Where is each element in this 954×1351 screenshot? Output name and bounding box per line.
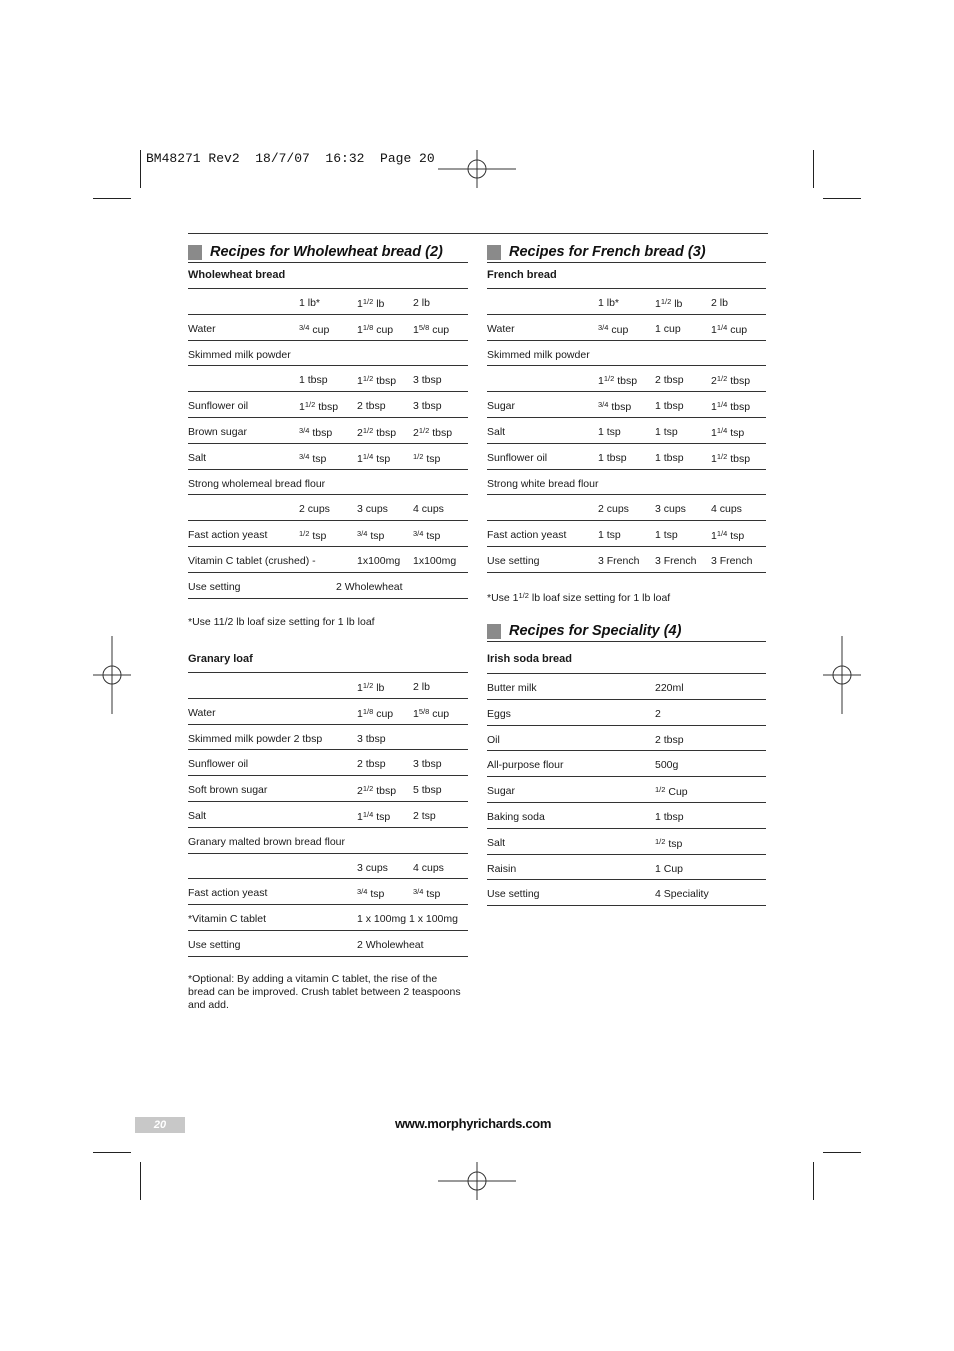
table-row [487,829,766,855]
row-label: Sunflower oil [188,400,249,413]
row-label: Fast action yeast [188,887,268,900]
row-label: Sunflower oil [188,758,249,771]
table-row [487,470,766,496]
wholewheat-section [188,244,468,629]
cell-value: $2^{1/2}$ tbsp [357,425,397,439]
recipe-note: *Optional: By adding a vitamin C tablet, the rise of the bread can be improved. Crush tablet between 2 teaspoons and add. [188,972,461,1011]
table-row [188,315,468,341]
row-label: Salt [188,451,207,464]
cell-value: 2 [655,707,661,720]
row-label: Salt [487,425,506,438]
table-row [487,777,766,803]
table-row [188,905,468,931]
crop-mark [140,1162,141,1200]
cell-value: 2 lb [413,297,430,309]
table-row [487,674,766,700]
row-label: Use setting [487,554,540,567]
crop-mark [140,150,141,188]
row-label: Eggs [487,707,511,720]
table-row [188,470,468,496]
row-label: Oil [487,733,500,746]
recipe-subtitle: Irish soda bread [487,642,766,674]
cell-value: $1^{1/8}$ cup [357,322,394,336]
row-label: Skimmed milk powder [487,348,590,361]
crop-mark [93,198,131,199]
row-label: Butter milk [487,682,537,694]
row-label: Skimmed milk powder 2 tbsp [188,732,323,745]
section-title [487,623,766,642]
cell-value: 2 tbsp [357,400,386,413]
table-row [188,521,468,547]
row-label: Water [487,322,515,335]
cell-value: $1^{1/2}$ lb [655,297,683,310]
table-row [487,392,766,418]
cell-value: 3 French [655,554,697,567]
row-label: Sunflower oil [487,451,548,464]
cell-value: 3 tbsp [413,400,442,413]
row-label: Sugar [487,785,516,798]
table-row [188,495,468,521]
section-title-text: Recipes for Wholewheat bread (2) [210,244,443,260]
row-label: Water [188,706,216,719]
cell-value: $1^{1/2}$ lb [357,681,385,694]
cell-value: $^{3/4}$ tsp [357,887,385,901]
registration-mark-icon [93,636,131,714]
cell-value: $1^{5/8}$ cup [413,706,450,720]
cell-value: $^{3/4}$ tsp [413,529,441,543]
cell-value: 3 French [711,554,753,567]
table-row [487,495,766,521]
print-slug: BM48271 Rev2 18/7/07 16:32 Page 20 [146,151,435,166]
cell-value: 1 tbsp [655,810,684,823]
row-label: Soft brown sugar [188,784,268,797]
table-row [188,547,468,573]
cell-value: $^{3/4}$ tbsp [598,400,632,414]
row-label: Granary malted brown bread flour [188,835,345,848]
row-label: Raisin [487,862,517,875]
table-row [487,418,766,444]
table-row [188,341,468,367]
cell-value: $1^{1/2}$ tbsp [357,374,397,388]
row-label: Baking soda [487,810,545,823]
table-row [188,931,468,957]
cell-value: 2 cups [598,503,629,516]
section-title-text: Recipes for French bread (3) [509,244,706,260]
cell-value: 1 tsp [655,529,678,542]
table-row [487,855,766,881]
cell-value: 4 cups [711,503,742,516]
cell-value: 1 x 100mg 1 x 100mg [357,913,458,926]
recipe-table [188,289,468,599]
table-row [188,444,468,470]
table-row [487,726,766,752]
recipe-table [487,289,766,573]
cell-value: 500g [655,759,679,772]
speciality-section [487,623,766,906]
granary-section [188,647,468,1012]
cell-value: 4 cups [413,861,444,874]
cell-value: 220ml [655,682,684,694]
table-row [188,750,468,776]
cell-value: 3 cups [357,503,388,516]
registration-mark-icon [438,150,516,188]
recipe-subtitle: French bread [487,263,766,289]
cell-value: 2 Wholewheat [336,580,403,593]
recipe-table [487,674,766,906]
cell-value: 2 tbsp [655,374,684,387]
cell-value: $^{3/4}$ cup [299,322,330,336]
cell-value: 2 lb [413,681,430,693]
cell-value: $2^{1/2}$ tbsp [413,425,453,439]
table-header-row [188,673,468,699]
cell-value: $^{3/4}$ tsp [299,451,327,465]
cell-value: $1^{1/4}$ tsp [357,809,391,823]
cell-value: $1^{1/4}$ cup [711,322,748,336]
cell-value: $1^{5/8}$ cup [413,322,450,336]
table-row [188,828,468,854]
table-row [487,315,766,341]
crop-mark [813,1162,814,1200]
table-row [188,776,468,802]
table-row [487,547,766,573]
row-label: Use setting [487,888,540,901]
row-label: Strong wholemeal bread flour [188,477,326,490]
crop-mark [813,150,814,188]
table-header-row [188,289,468,315]
table-row [188,366,468,392]
row-label: *Vitamin C tablet [188,913,267,926]
cell-value: 1 lb* [598,297,620,309]
cell-value: $1^{1/2}$ lb [357,297,385,310]
cell-value: 4 cups [413,503,444,516]
cell-value: 1 Cup [655,862,684,875]
table-row [188,854,468,880]
cell-value: 1x100mg [357,554,401,567]
cell-value: $^{1/2}$ Cup [655,785,688,799]
row-label: Brown sugar [188,425,247,438]
french-section [487,244,766,605]
cell-value: $1^{1/2}$ tbsp [711,451,751,465]
cell-value: 1 tbsp [655,451,684,464]
cell-value: 1 tsp [655,425,678,438]
cell-value: $1^{1/4}$ tbsp [711,400,751,414]
registration-mark-icon [438,1162,516,1200]
row-label: Use setting [188,938,241,951]
cell-value: 1 cup [655,322,681,335]
section-square-icon [487,245,501,260]
cell-value: 1 tsp [598,529,621,542]
cell-value: 3 cups [655,503,686,516]
row-label: Skimmed milk powder [188,348,291,361]
crop-mark [93,1152,131,1153]
row-label: Strong white bread flour [487,477,599,490]
table-row [188,573,468,599]
cell-value: $^{1/2}$ tsp [655,836,683,850]
cell-value: $^{1/2}$ tsp [413,451,441,465]
section-title [188,244,468,263]
cell-value: 2 cups [299,503,330,516]
row-label: Vitamin C tablet (crushed) - [188,554,316,567]
row-label: Salt [188,809,207,822]
recipe-table [188,673,468,957]
table-row [487,444,766,470]
cell-value: $2^{1/2}$ tbsp [711,374,751,388]
table-header-row [487,289,766,315]
cell-value: 3 tbsp [357,732,386,745]
cell-value: $1^{1/4}$ tsp [711,529,745,543]
cell-value: $^{3/4}$ tbsp [299,425,333,439]
table-row [188,699,468,725]
recipe-note: *Use 11/2 lb loaf size setting for 1 lb loaf [188,615,375,628]
cell-value: $^{3/4}$ cup [598,322,629,336]
table-row [188,879,468,905]
cell-value: 1 tbsp [598,451,627,464]
table-row [487,366,766,392]
cell-value: 2 tbsp [357,758,386,771]
recipe-subtitle: Wholewheat bread [188,263,468,289]
cell-value: $^{3/4}$ tsp [413,887,441,901]
table-row [487,803,766,829]
table-row [188,418,468,444]
table-row [487,700,766,726]
section-title-text: Recipes for Speciality (4) [509,623,682,639]
row-label: Fast action yeast [188,529,268,542]
table-row [188,725,468,751]
section-title [487,244,766,263]
recipe-subtitle: Granary loaf [188,647,468,673]
row-label: Fast action yeast [487,529,567,542]
cell-value: $1^{1/4}$ tsp [357,451,391,465]
table-row [188,802,468,828]
crop-mark [823,198,861,199]
cell-value: $1^{1/4}$ tsp [711,425,745,439]
cell-value: 1x100mg [413,554,457,567]
cell-value: $^{3/4}$ tsp [357,529,385,543]
cell-value: $2^{1/2}$ tbsp [357,784,397,798]
cell-value: 3 cups [357,861,388,874]
page-number: 20 [135,1117,185,1133]
table-row [487,521,766,547]
cell-value: $1^{1/2}$ tbsp [598,374,638,388]
cell-value: 1 tsp [598,425,621,438]
cell-value: 1 tbsp [655,400,684,413]
recipe-note: *Use $1^{1/2}$ lb loaf size setting for 1 lb loaf [487,590,671,604]
top-rule [188,233,768,234]
crop-mark [823,1152,861,1153]
section-square-icon [188,245,202,260]
cell-value: $1^{1/8}$ cup [357,706,394,720]
cell-value: 4 Speciality [655,888,709,901]
cell-value: 3 tbsp [413,374,442,387]
table-row [188,392,468,418]
table-row [487,341,766,367]
cell-value: $^{1/2}$ tsp [299,529,327,543]
website-link[interactable]: www.morphyrichards.com [395,1116,552,1131]
cell-value: 1 tbsp [299,374,328,387]
row-label: Salt [487,836,506,849]
row-label: Water [188,322,216,335]
cell-value: 3 tbsp [413,758,442,771]
table-row [487,880,766,906]
row-label: All-purpose flour [487,759,564,772]
cell-value: $1^{1/2}$ tbsp [299,400,339,414]
table-row [487,751,766,777]
cell-value: 2 tsp [413,809,436,822]
cell-value: 5 tbsp [413,784,442,797]
registration-mark-icon [823,636,861,714]
cell-value: 2 tbsp [655,733,684,746]
cell-value: 2 lb [711,297,728,309]
row-label: Use setting [188,580,241,593]
cell-value: 2 Wholewheat [357,938,424,951]
section-square-icon [487,624,501,639]
row-label: Sugar [487,400,516,413]
cell-value: 3 French [598,554,640,567]
cell-value: 1 lb* [299,297,321,309]
